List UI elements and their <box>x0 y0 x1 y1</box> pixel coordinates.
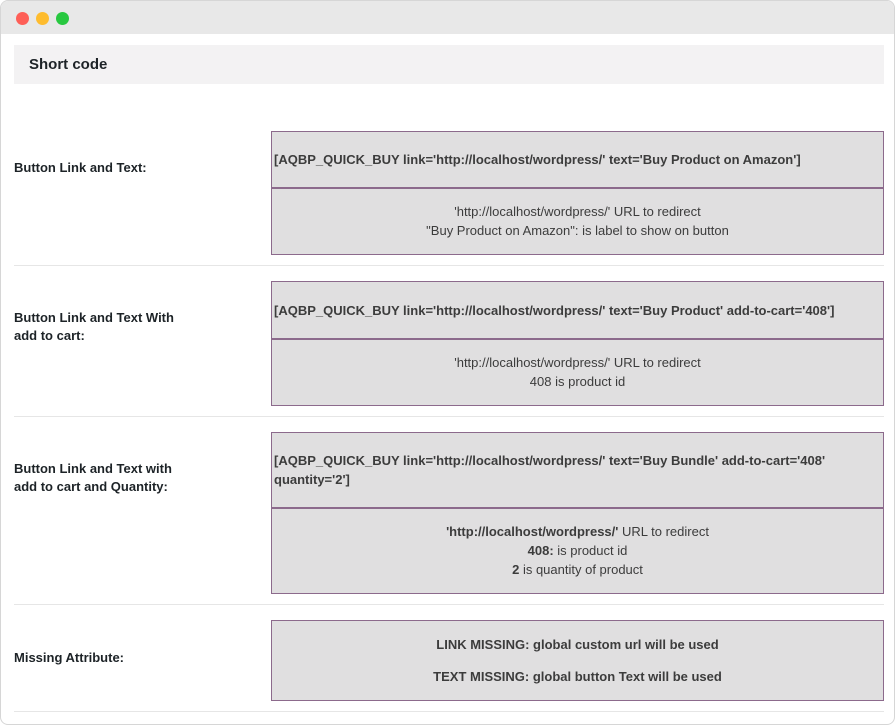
description-line: 408: is product id <box>527 543 628 558</box>
title-bar <box>1 1 894 34</box>
row-label: Button Link and Text With add to cart: <box>14 310 174 343</box>
divider <box>14 265 884 266</box>
description-line: 408 is product id <box>529 374 626 389</box>
row-label: Button Link and Text: <box>14 160 147 175</box>
shortcode-box <box>271 131 884 255</box>
close-window-button[interactable] <box>16 12 29 25</box>
shortcode-text[interactable]: [AQBP_QUICK_BUY link='http://localhost/wordpress/' text='Buy Bundle' add-to-cart='408' quantity='2'] <box>272 433 883 509</box>
shortcode-text[interactable]: [AQBP_QUICK_BUY link='http://localhost/wordpress/' text='Buy Product' add-to-cart='408'] <box>272 282 883 340</box>
maximize-window-button[interactable] <box>56 12 69 25</box>
shortcode-description <box>272 509 883 592</box>
missing-attribute-box <box>271 620 884 701</box>
row-label: Button Link and Text with add to cart and Quantity: <box>14 461 172 494</box>
minimize-window-button[interactable] <box>36 12 49 25</box>
shortcode-box <box>271 432 884 594</box>
description-line: 'http://localhost/wordpress/' URL to redirect <box>446 524 709 539</box>
divider <box>14 711 884 712</box>
shortcode-description <box>272 189 883 253</box>
section-heading: Short code <box>14 45 884 84</box>
description-line: 'http://localhost/wordpress/' URL to redirect <box>454 204 701 219</box>
row-label: Missing Attribute: <box>14 650 125 665</box>
shortcode-box <box>271 281 884 406</box>
description-line: "Buy Product on Amazon": is label to show on button <box>426 223 729 238</box>
missing-text-note: TEXT MISSING: global button Text will be used <box>433 669 722 684</box>
divider <box>14 416 884 417</box>
divider <box>14 604 884 605</box>
missing-link-note: LINK MISSING: global custom url will be used <box>436 637 719 652</box>
shortcode-description <box>272 340 883 404</box>
description-line: 'http://localhost/wordpress/' URL to redirect <box>454 355 701 370</box>
shortcode-text[interactable]: [AQBP_QUICK_BUY link='http://localhost/wordpress/' text='Buy Product on Amazon'] <box>272 132 883 189</box>
description-line: 2 is quantity of product <box>512 562 643 577</box>
